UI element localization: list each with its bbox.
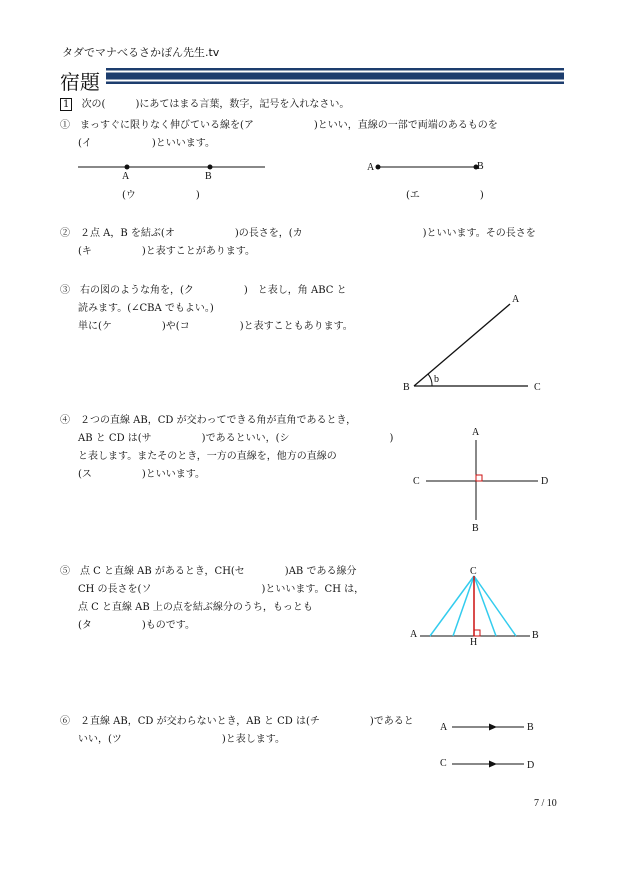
q6-label-c: C xyxy=(440,758,447,769)
site-name: タダでマナべるさかぽん先生.tv xyxy=(62,46,220,59)
q6-label-a: A xyxy=(440,722,448,733)
q4-label-c: C xyxy=(413,476,420,487)
page-number: 7 / 10 xyxy=(534,798,557,809)
q3-line1: ③ 右の図のような角を，(ク ) と表し，角 ABC と xyxy=(60,285,347,296)
q1-label-b: B xyxy=(205,171,212,182)
q5-label-a: A xyxy=(410,629,418,640)
q6-label-b: B xyxy=(527,722,534,733)
q5-line3: 点 C と直線 AB 上の点を結ぶ線分のうち，もっとも xyxy=(78,602,313,613)
q3-label-b: B xyxy=(403,382,410,393)
q5-line2: CH の長さを(ソ )といいます。CH は， xyxy=(78,584,365,595)
q1-line1: ① まっすぐに限りなく伸びている線を(ア )といい，直線の一部で両端のあるものを xyxy=(60,120,498,131)
arrow-cd xyxy=(489,761,497,768)
q1-line2: (イ )といいます。 xyxy=(78,138,216,149)
q5-label-c: C xyxy=(470,566,477,577)
q4-line1: ④ ２つの直線 AB，CD が交わってできる角が直角であるとき， xyxy=(60,415,357,426)
q3-line3: 単に(ケ )や(コ )と表すこともあります。 xyxy=(78,321,353,332)
q4-label-a: A xyxy=(472,427,480,438)
arrow-ab xyxy=(489,724,497,731)
q3-line2: 読みます。(∠CBA でもよい。) xyxy=(78,303,214,314)
q1-blank-e: (エ ) xyxy=(406,190,484,201)
question-number: 1 xyxy=(60,98,72,111)
q5-label-h: H xyxy=(470,637,478,648)
q4-line3: と表します。またそのとき，一方の直線を，他方の直線の xyxy=(78,451,337,462)
q6-line1: ⑥ ２直線 AB，CD が交わらないとき，AB と CD は(チ )であると xyxy=(60,716,414,727)
q4-line2: AB と CD は(サ )であるといい，(シ ) xyxy=(78,433,394,444)
q2-line2: (キ )と表すことがあります。 xyxy=(78,246,256,257)
page-title: 宿題 xyxy=(60,70,100,94)
q4-label-b: B xyxy=(472,523,479,534)
q4-label-d: D xyxy=(541,476,549,487)
q5-line1: ⑤ 点 C と直線 AB があるとき，CH(セ )AB である線分 xyxy=(60,566,357,577)
q5-label-b: B xyxy=(532,630,539,641)
q6-line2: いい，(ツ )と表します。 xyxy=(78,734,286,745)
q3-label-c: C xyxy=(534,382,541,393)
q3-label-a: A xyxy=(512,294,520,305)
q4-line4: (ス )といいます。 xyxy=(78,469,206,480)
q1-label-a: A xyxy=(122,171,130,182)
q5-line4: (タ )ものです。 xyxy=(78,620,196,631)
q1-blank-u: (ウ ) xyxy=(122,190,200,201)
q1-seg-label-a: A xyxy=(367,162,375,173)
q2-line1: ② ２点 A，B を結ぶ(オ )の長さを，(カ )といいます。その長さを xyxy=(60,228,536,239)
intro-text: 次の( )にあてはまる言葉，数字，記号を入れなさい。 xyxy=(81,99,350,110)
q3-angle-label: b xyxy=(434,374,439,385)
q6-label-d: D xyxy=(527,760,535,771)
q1-seg-label-b: B xyxy=(477,161,484,172)
